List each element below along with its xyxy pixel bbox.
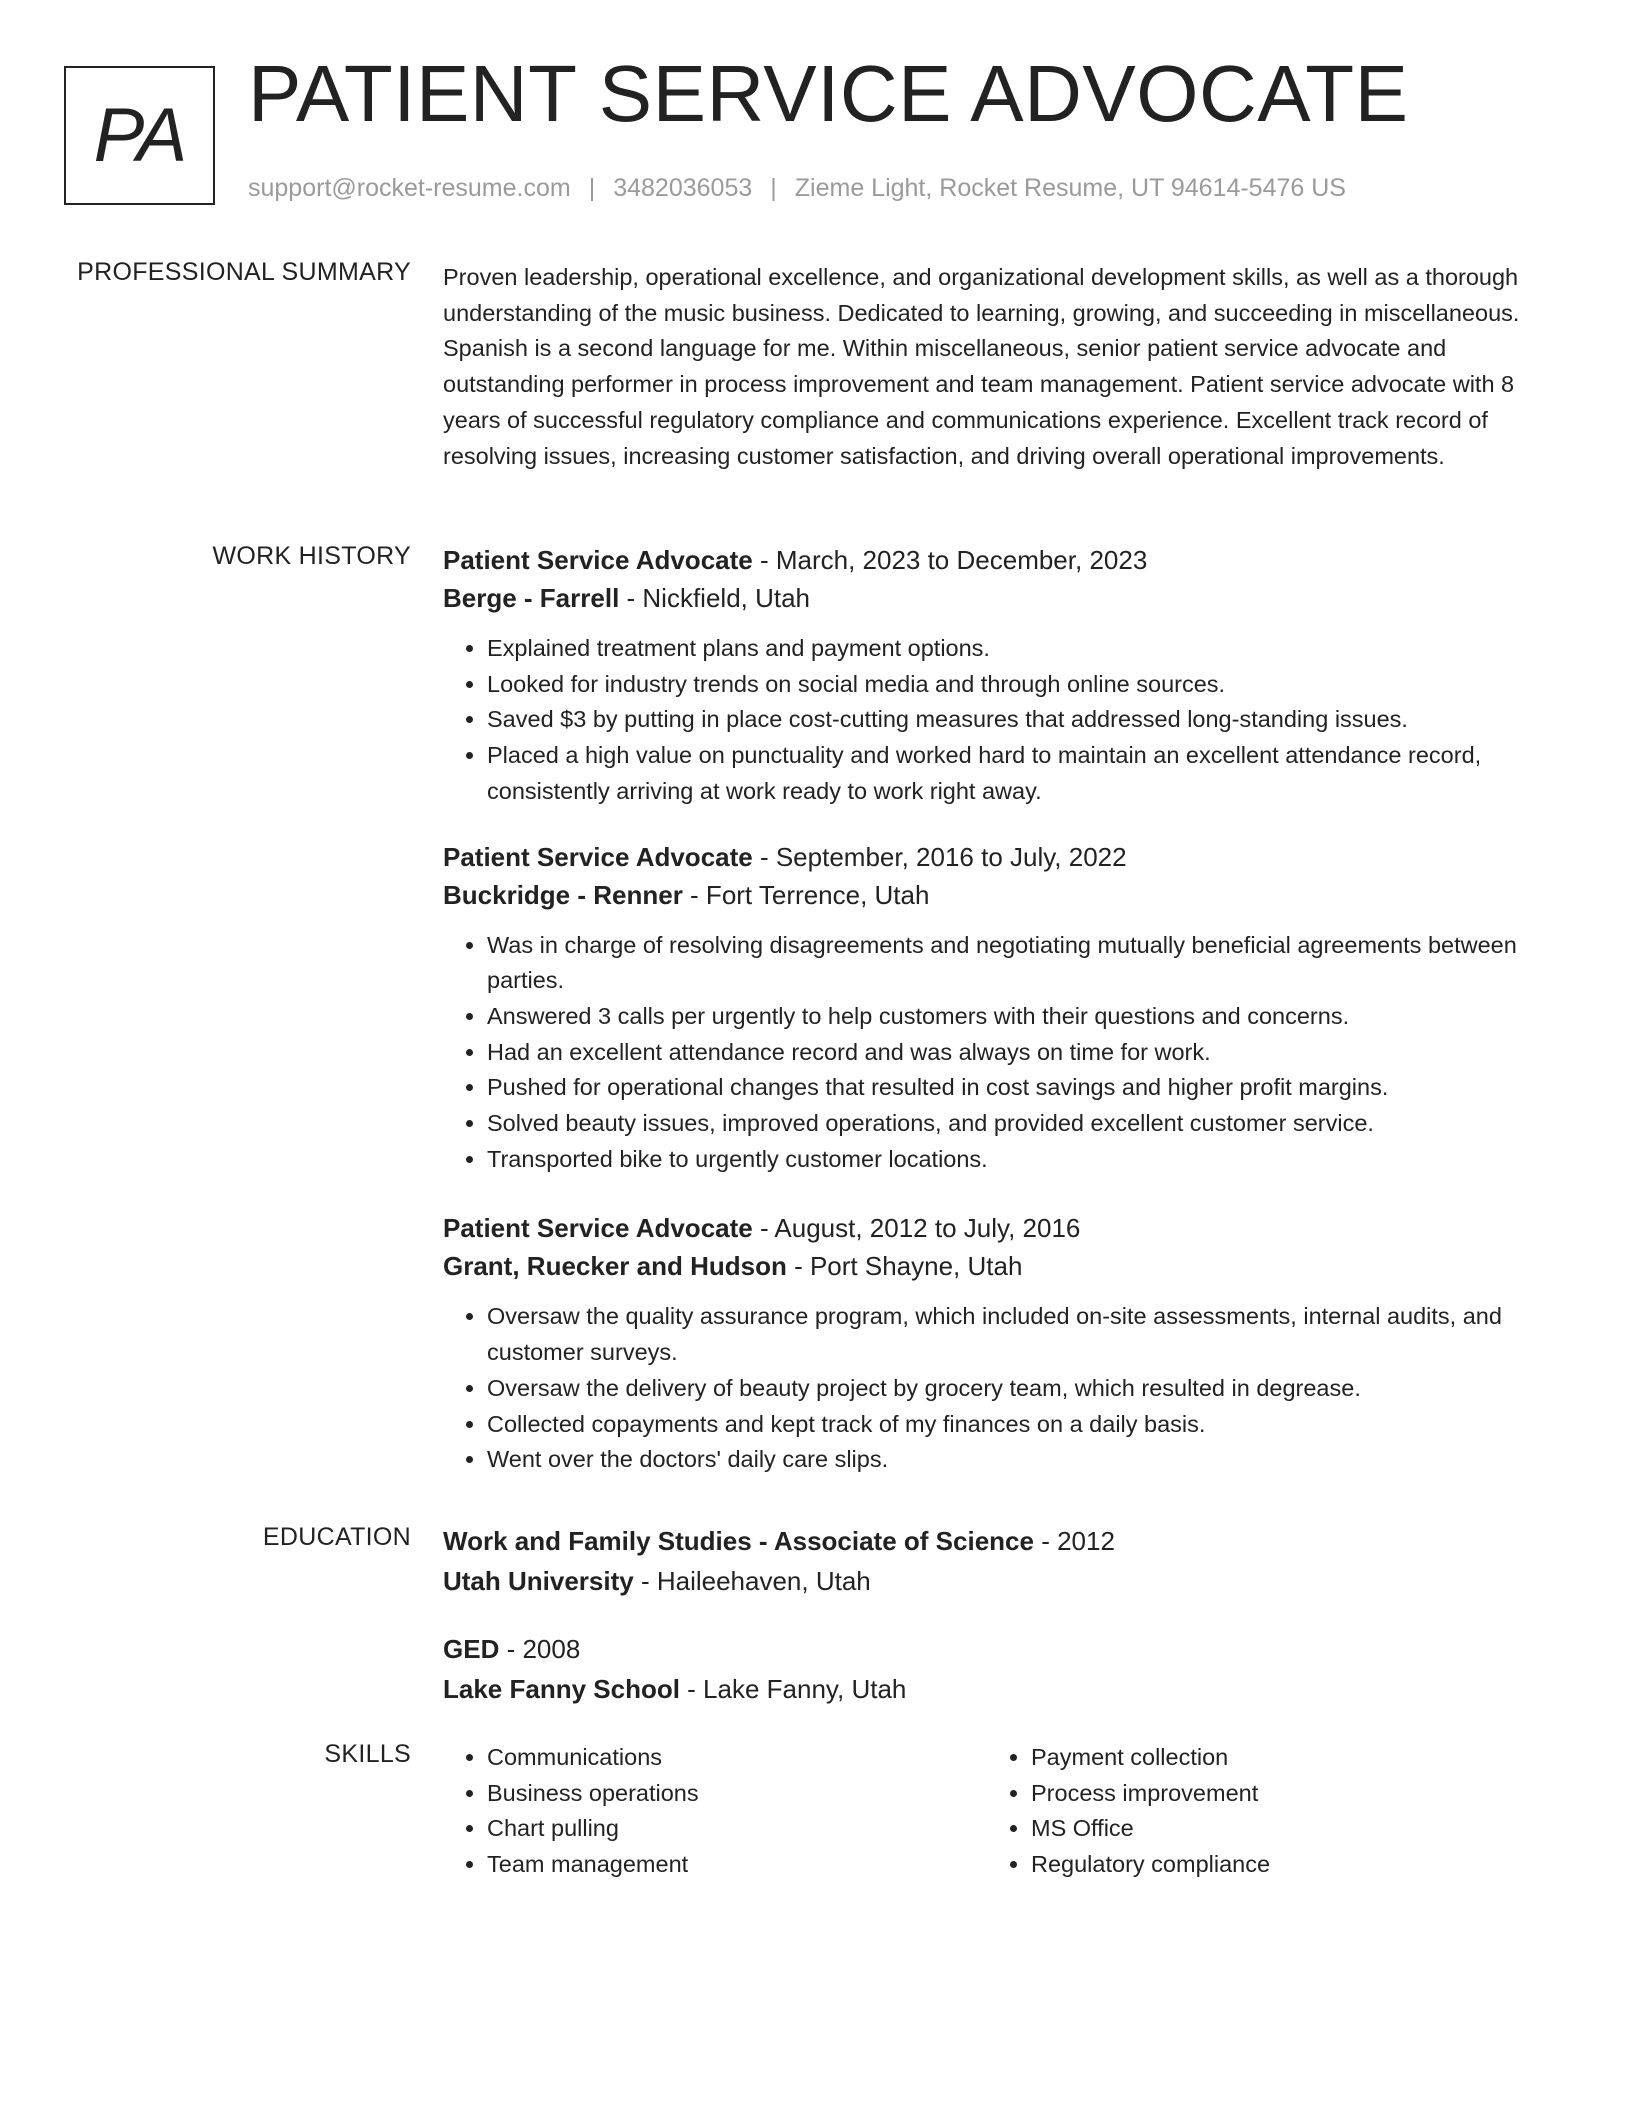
education-body [443, 1521, 1553, 1709]
summary-body [443, 260, 1553, 474]
skill-item: • MS Office [1031, 1811, 1531, 1847]
job-title-line [443, 541, 1553, 579]
contact-separator: | [770, 174, 777, 202]
job-bullet: • Was in charge of resolving disagreements and negotiating mutually beneficial agreements between parties. [487, 928, 1553, 999]
job-company: Grant, Ruecker and Hudson [443, 1251, 787, 1282]
job-bullet: • Saved $3 by putting in place cost-cutting measures that addressed long-standing issues. [487, 702, 1553, 738]
job-location: - Fort Terrence, Utah [682, 879, 930, 910]
job-title-line [443, 838, 1553, 876]
job-bullet: • Answered 3 calls per urgently to help customers with their questions and concerns. [487, 999, 1553, 1035]
contact-address: Zieme Light, Rocket Resume, UT 94614-5476 US [794, 174, 1346, 202]
job-title: Patient Service Advocate [443, 1213, 753, 1244]
education-school: Utah University [443, 1566, 634, 1596]
job-location: - Nickfield, Utah [619, 583, 811, 613]
section-label-work-history: WORK HISTORY [212, 542, 411, 570]
education-school-line [443, 1561, 1553, 1601]
job-company: Berge - Farrell [443, 583, 620, 613]
job-bullet: • Placed a high value on punctuality and worked hard to maintain an excellent attendance record, consistently arriving at work ready to work right away. [487, 738, 1553, 809]
skill-item: • Team management [487, 1847, 987, 1883]
resume-title: PATIENT SERVICE ADVOCATE [248, 49, 1409, 138]
education-degree: GED [443, 1634, 500, 1664]
skill-item: • Process improvement [1031, 1776, 1531, 1812]
job-entry [443, 1209, 1553, 1478]
education-location: - Haileehaven, Utah [633, 1566, 871, 1596]
job-bullet: • Collected copayments and kept track of my finances on a daily basis. [487, 1407, 1553, 1443]
job-title: Patient Service Advocate [443, 841, 753, 872]
education-school: Lake Fanny School [443, 1674, 680, 1704]
skill-item: • Payment collection [1031, 1740, 1531, 1776]
job-title-line [443, 1209, 1553, 1247]
job-bullet: • Solved beauty issues, improved operations, and provided excellent customer service. [487, 1106, 1553, 1142]
skill-item: • Chart pulling [487, 1811, 987, 1847]
education-entry [443, 1521, 1553, 1601]
section-label-skills: SKILLS [324, 1740, 411, 1768]
education-degree: Work and Family Studies - Associate of Science [443, 1526, 1034, 1556]
skills-list-right [987, 1740, 1531, 1883]
education-school-line [443, 1669, 1553, 1709]
education-year: - 2012 [1033, 1526, 1115, 1556]
job-bullet: • Looked for industry trends on social media and through online sources. [487, 667, 1553, 703]
contact-email: support@rocket-resume.com [248, 174, 571, 202]
skill-item: • Communications [487, 1740, 987, 1776]
job-company-line [443, 1247, 1553, 1285]
contact-line [248, 174, 1346, 203]
skill-item: • Business operations [487, 1776, 987, 1812]
job-company-line [443, 579, 1553, 617]
job-dates: - August, 2012 to July, 2016 [752, 1213, 1081, 1244]
job-entry [443, 541, 1553, 810]
job-dates: - September, 2016 to July, 2022 [752, 841, 1127, 872]
job-bullet: • Transported bike to urgently customer locations. [487, 1142, 1553, 1178]
skills-body [443, 1740, 1553, 1883]
education-location: - Lake Fanny, Utah [679, 1674, 907, 1704]
job-bullets [443, 631, 1553, 810]
section-label-education: EDUCATION [262, 1523, 411, 1551]
job-dates: - March, 2023 to December, 2023 [752, 545, 1148, 575]
summary-text: Proven leadership, operational excellence, and organizational development skills, as well as a thorough understanding of the music business. Dedicated to learning, growing, and succeeding in miscellaneous. Spanish is a second language for me. Within miscellaneous, senior patient service advocate and outstanding performer in process improvement and team management. Patient service advocate with 8 years of successful regulatory compliance and communications experience. Excellent track record of resolving issues, increasing customer satisfaction, and driving overall operational improvements. [443, 264, 1520, 469]
section-label-summary: PROFESSIONAL SUMMARY [77, 258, 411, 286]
job-company: Buckridge - Renner [443, 879, 683, 910]
skills-list-left [443, 1740, 987, 1883]
job-bullet: • Pushed for operational changes that resulted in cost savings and higher profit margins. [487, 1070, 1553, 1106]
job-entry [443, 838, 1553, 1178]
work-history-body [443, 541, 1553, 1478]
job-bullets [443, 1299, 1553, 1478]
education-degree-line [443, 1629, 1553, 1669]
job-bullet: • Had an excellent attendance record and was always on time for work. [487, 1035, 1553, 1071]
skill-item: • Regulatory compliance [1031, 1847, 1531, 1883]
job-company-line [443, 876, 1553, 914]
job-bullet: • Explained treatment plans and payment options. [487, 631, 1553, 667]
contact-phone: 3482036053 [613, 174, 753, 202]
monogram-logo: PA [64, 66, 215, 205]
job-bullet: • Oversaw the delivery of beauty project by grocery team, which resulted in degrease. [487, 1371, 1553, 1407]
education-year: - 2008 [499, 1634, 581, 1664]
contact-separator: | [588, 174, 596, 202]
job-location: - Port Shayne, Utah [786, 1251, 1023, 1282]
job-title: Patient Service Advocate [443, 545, 753, 575]
job-bullet: • Oversaw the quality assurance program, which included on-site assessments, internal audits, and customer surveys. [487, 1299, 1553, 1370]
education-entry [443, 1629, 1553, 1709]
skills-columns [443, 1740, 1553, 1883]
job-bullets [443, 928, 1553, 1178]
job-bullet: • Went over the doctors' daily care slips. [487, 1442, 1553, 1478]
education-degree-line [443, 1521, 1553, 1561]
